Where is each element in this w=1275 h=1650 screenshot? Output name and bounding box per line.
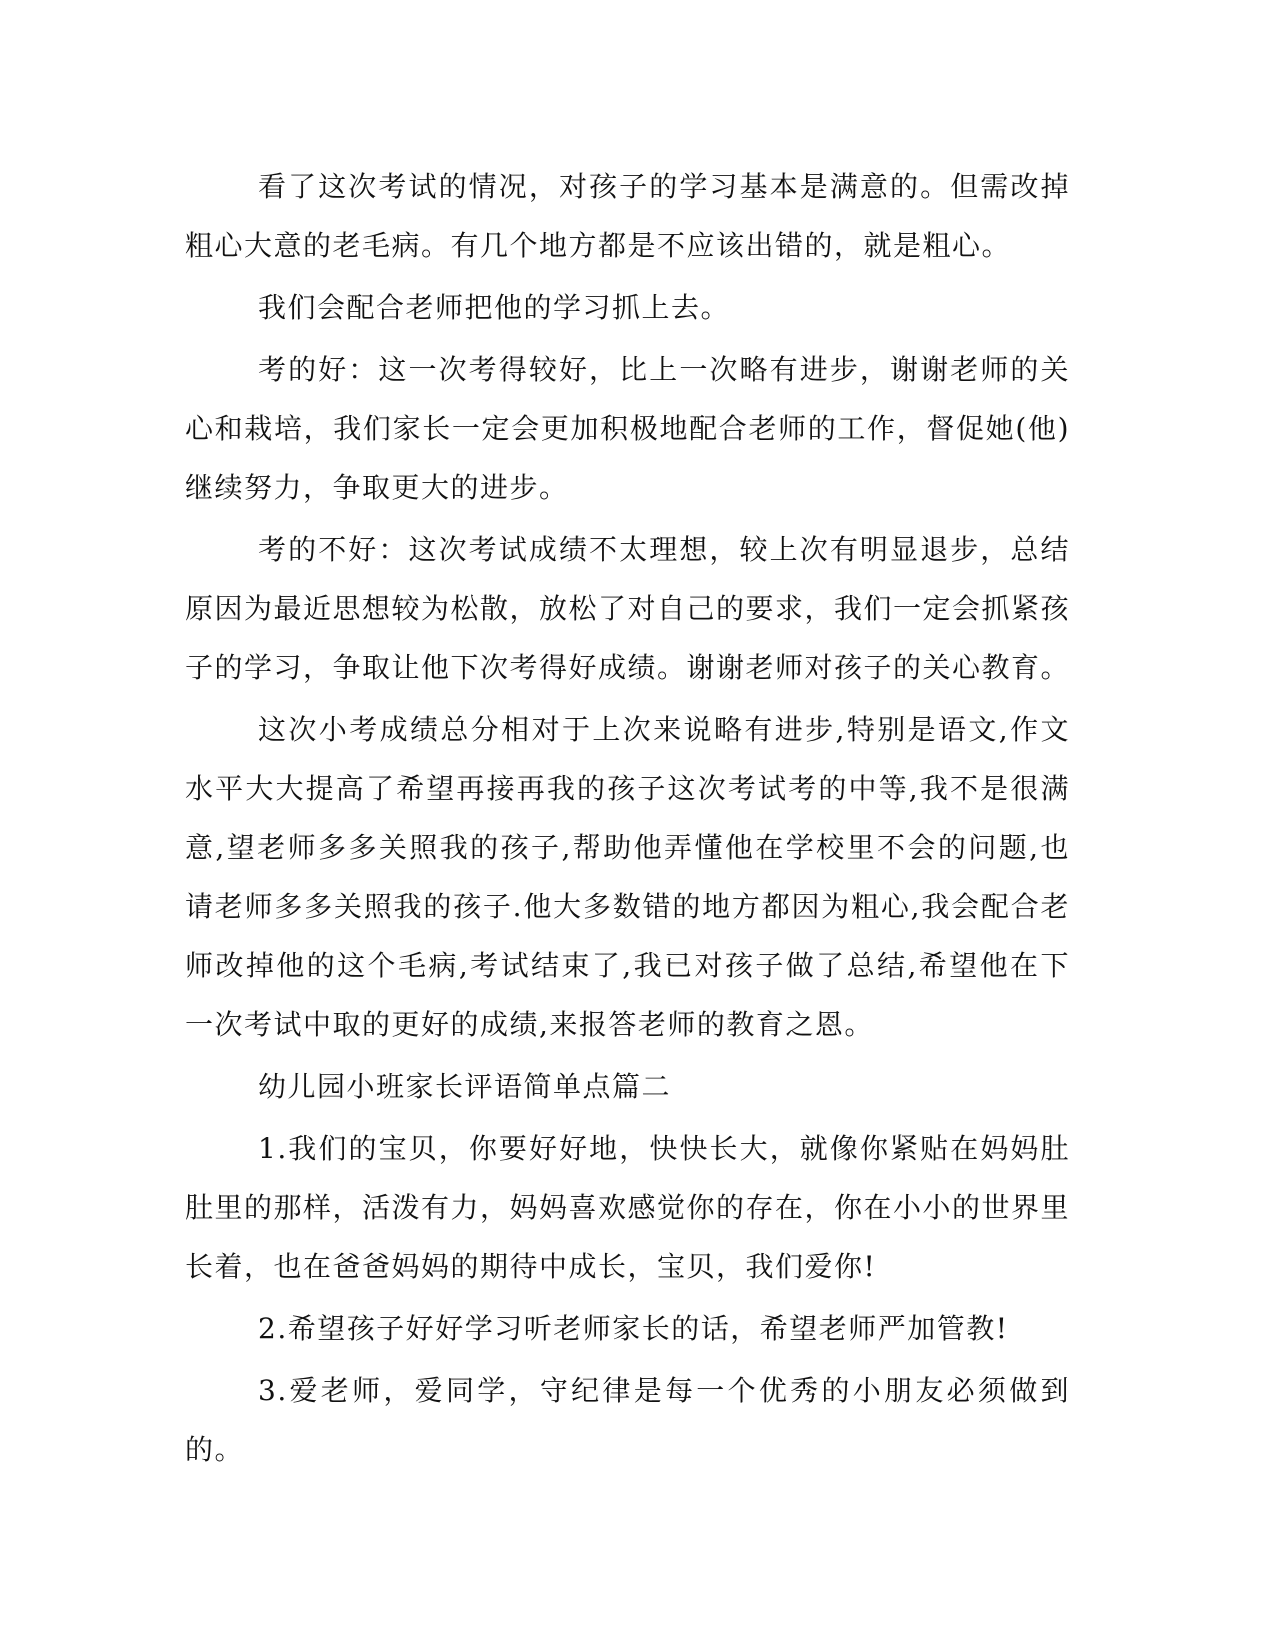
comment-item-2: 2.希望孩子好好学习听老师家长的话，希望老师严加管教! <box>258 1312 1009 1345</box>
paragraph-cooperate-teacher: 我们会配合老师把他的学习抓上去。 <box>258 291 731 324</box>
paragraph-good-result: 考的好：这一次考得较好，比上一次略有进步，谢谢老师的关心和栽培，我们家长一定会更加积极地配合老师的工作，督促她(他)继续努力，争取更大的进步。 <box>185 353 1070 504</box>
paragraph-poor-result: 考的不好：这次考试成绩不太理想，较上次有明显退步，总结原因为最近思想较为松散，放松了对自己的要求，我们一定会抓紧孩子的学习，争取让他下次考得好成绩。谢谢老师对孩子的关心教育。 <box>185 533 1071 684</box>
paragraph-minor-exam: 这次小考成绩总分相对于上次来说略有进步,特别是语文,作文水平大大提高了希望再接再我的孩子这次考试考的中等,我不是很满意,望老师多多关照我的孩子,帮助他弄懂他在学校里不会的问题,也请老师多多关照我的孩子.他大多数错的地方都因为粗心,我会配合老师改掉他的这个毛病,考试结束了,我已对孩子做了总结,希望他在下一次考试中取的更好的成绩,来报答老师的教育之恩。 <box>185 713 1070 1041</box>
comment-item-1: 1.我们的宝贝，你要好好地，快快长大，就像你紧贴在妈妈肚肚里的那样，活泼有力，妈妈喜欢感觉你的存在，你在小小的世界里长着，也在爸爸妈妈的期待中成长，宝贝，我们爱你! <box>185 1132 1071 1283</box>
document-body <box>185 157 1070 1482</box>
section-heading: 幼儿园小班家长评语简单点篇二 <box>258 1070 672 1103</box>
comment-item-3: 3.爱老师，爱同学，守纪律是每一个优秀的小朋友必须做到的。 <box>185 1374 1070 1466</box>
paragraph-exam-satisfaction: 看了这次考试的情况，对孩子的学习基本是满意的。但需改掉粗心大意的老毛病。有几个地方都是不应该出错的，就是粗心。 <box>185 170 1070 262</box>
